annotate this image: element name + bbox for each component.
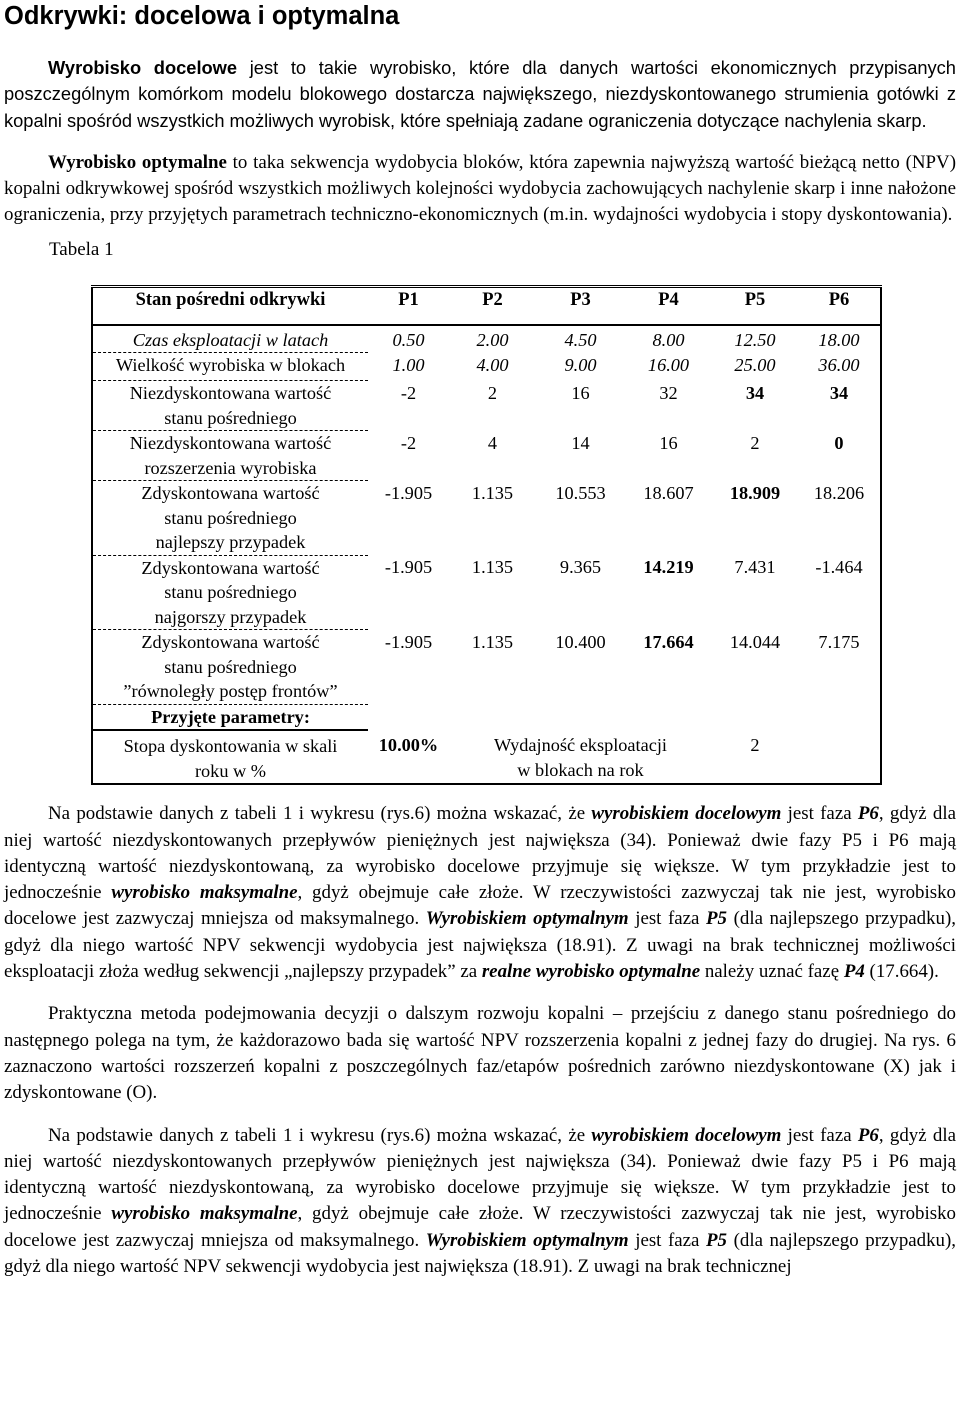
table-row <box>92 431 881 481</box>
table-cell: 34 <box>745 382 765 403</box>
table-cell: 9.00 <box>564 354 597 375</box>
paragraph-analysis <box>4 801 956 985</box>
page-title: Odkrywki: docelowa i optymalna <box>4 2 400 30</box>
header-cell: P3 <box>536 286 625 325</box>
table-header-row <box>92 286 881 325</box>
table-cell: 4.00 <box>476 354 509 375</box>
table-cell: 18.00 <box>798 325 881 353</box>
table-cell: -1.905 <box>384 631 433 652</box>
table-cell: 16 <box>659 432 678 453</box>
table-row <box>92 381 881 431</box>
row-label <box>92 431 368 481</box>
header-cell: P2 <box>449 286 536 325</box>
paragraph-text: jest to takie wyrobisko, które dla danych wartości ekonomicznych przypisanych poszczególnym komórkom modelu blokowego dostarcza największego, niezdyskontowanego strumienia gotówki z kopalni spośród wszystkich możliwych wyrobisk, które spełniają zadane ograniczenia dotyczące nachylenia skarp. <box>4 57 956 131</box>
row-label-line: Zdyskontowana wartość <box>141 632 320 653</box>
paragraph-analysis-repeat <box>4 1123 956 1281</box>
emphasis: P6 <box>857 803 879 825</box>
table-cell: 2.00 <box>476 330 509 351</box>
params-header: Przyjęte parametry: <box>92 704 368 730</box>
row-label-line: Niezdyskontowana wartość <box>129 383 332 404</box>
paragraph-method: Praktyczna metoda podejmowania decyzji o dalszym rozwoju kopalni – przejściu z danego stanu pośredniego do następnego polega na tym, że każdorazowo bada się wartość NPV rozszerzenia kopalni z jednej fazy do drugiej. Na rys. 6 zaznaczono wartości rozszerzeń kopalni z poszczególnych faz/etapów pośrednich zarówno niezdyskontowane (X) jak i zdyskontowane (O). <box>4 1003 956 1104</box>
table-cell: 18.206 <box>798 481 881 556</box>
table-cell: 14.219 <box>643 557 694 578</box>
term-optimal-pit: Wyrobisko optymalne <box>48 151 227 173</box>
table-cell: 1.00 <box>392 354 425 375</box>
table-row-params <box>92 730 881 784</box>
table-cell: 4.50 <box>564 330 597 351</box>
table-cell: -2 <box>400 382 417 403</box>
row-label-line: Niezdyskontowana wartość <box>129 433 332 454</box>
table-cell: 2 <box>712 730 798 784</box>
emphasis: wyrobisko maksymalne <box>111 882 298 904</box>
table-row <box>92 353 881 381</box>
table-cell <box>449 730 712 784</box>
table-cell: 18.909 <box>729 482 781 503</box>
row-label-line: stanu pośredniego <box>164 582 297 603</box>
paragraph-target-pit <box>4 55 956 134</box>
row-label-line: najlepszy przypadek <box>155 532 306 553</box>
paragraph-text: jest faza <box>628 908 707 930</box>
row-label-line: w blokach na rok <box>517 759 644 780</box>
table-cell: 16 <box>571 382 590 403</box>
table-row <box>92 630 881 705</box>
table-cell: 25.00 <box>734 354 776 375</box>
term-target-pit: Wyrobisko docelowe <box>48 57 238 78</box>
row-label-line: rozszerzenia wyrobiska <box>144 457 317 478</box>
row-label <box>92 381 368 431</box>
row-label-line: Wydajność eksploatacji <box>493 735 668 756</box>
table-row <box>92 555 881 630</box>
table-cell: -1.905 <box>384 557 433 578</box>
table-cell: 0 <box>798 431 881 481</box>
table-cell: 9.365 <box>559 557 602 578</box>
paragraph-text: jest faza <box>781 803 858 825</box>
row-label: Czas eksploatacji w latach <box>92 325 368 353</box>
row-label <box>92 730 368 784</box>
table-cell: 10.00% <box>368 730 449 784</box>
table-cell: 10.553 <box>555 482 606 503</box>
row-label-line: Zdyskontowana wartość <box>141 557 320 578</box>
emphasis: Wyrobiskiem optymalnym <box>425 908 629 930</box>
row-label <box>92 481 368 556</box>
row-label-line: Stopa dyskontowania w skali <box>123 736 338 757</box>
paragraph-text: jest faza <box>781 1124 858 1146</box>
table-cell: 0.50 <box>392 330 425 351</box>
paragraph-text: , gdyż dla niej wartość niezdyskontowanych przepływów pieniężnych jest największa (34). Ponieważ dwie fazy P5 i P6 mają identyczną wartość niezdyskontowaną, za wyrobisko docelowe przyjmuje się większe. W tym przykładzie jest to jednocześnie <box>4 803 956 904</box>
row-label-line: stanu pośredniego <box>164 656 297 677</box>
table-cell: 16.00 <box>647 354 690 375</box>
row-label-line: ”równoległy postęp frontów” <box>123 681 338 702</box>
table-cell: 36.00 <box>798 353 881 381</box>
table-row <box>92 481 881 556</box>
table-cell: 1.135 <box>471 482 514 503</box>
row-label <box>92 630 368 705</box>
paragraph-text: należy uznać fazę <box>700 961 844 983</box>
data-table <box>91 285 882 786</box>
table-cell: -1.905 <box>384 482 433 503</box>
row-label-line: roku w % <box>194 760 267 781</box>
table-cell: 32 <box>659 382 678 403</box>
emphasis: P5 <box>706 908 728 930</box>
paragraph-text: (dla najlepszego przypadku), gdyż dla niego wartość NPV sekwencji wydobycia jest największa (18.91). Z uwagi na brak technicznej możliwości eksploatacji złoża według sekwencji „najlepszy przypadek” za <box>4 908 957 983</box>
row-label: Wielkość wyrobiska w blokach <box>92 353 368 381</box>
emphasis: wyrobiskiem docelowym <box>591 1124 782 1146</box>
paragraph-text: , gdyż dla niej wartość niezdyskontowanych przepływów pieniężnych jest największa (34). Ponieważ dwie fazy P5 i P6 mają identyczną wartość niezdyskontowaną, za wyrobisko docelowe przyjmuje się większe. W tym przykładzie jest to jednocześnie <box>4 1124 956 1225</box>
table-cell: 17.664 <box>643 631 694 652</box>
emphasis: wyrobisko maksymalne <box>111 1203 298 1225</box>
table-cell: -1.464 <box>798 555 881 630</box>
header-cell: P6 <box>798 286 881 325</box>
emphasis: Wyrobiskiem optymalnym <box>425 1229 629 1251</box>
table-cell: 14 <box>571 432 590 453</box>
table-cell: 1.135 <box>471 631 514 652</box>
header-cell: P1 <box>368 286 449 325</box>
emphasis: P6 <box>857 1124 879 1146</box>
table-row-params-header <box>92 704 881 730</box>
paragraph-text: (17.664). <box>864 961 939 983</box>
paragraph-optimal-pit <box>4 150 956 229</box>
table-cell: 14.044 <box>729 631 781 652</box>
paragraph-text: to taka sekwencja wydobycia bloków, która zapewnia najwyższą wartość bieżącą netto (NPV) kopalni odkrywkowej spośród wszystkich możliwych kolejności wydobycia zachowujących nachylenie skarp i inne nałożone ograniczenia, przy przyjętych parametrach techniczno-ekonomicznych (m.in. wydajności wydobycia i stopy dyskontowania). <box>4 151 956 226</box>
paragraph-text: Na podstawie danych z tabeli 1 i wykresu (rys.6) można wskazać, że <box>48 803 592 825</box>
row-label-line: stanu pośredniego <box>164 407 297 428</box>
paragraph-text: jest faza <box>628 1229 707 1251</box>
table-cell: 4 <box>487 432 498 453</box>
table-cell: 7.431 <box>734 557 776 578</box>
row-label-line: stanu pośredniego <box>164 507 297 528</box>
emphasis: wyrobiskiem docelowym <box>591 803 782 825</box>
paragraph-text: (dla najlepszego przypadku), gdyż dla niego wartość NPV sekwencji wydobycia jest największa (18.91). Z uwagi na brak technicznej <box>4 1229 957 1278</box>
emphasis: realne wyrobisko optymalne <box>481 961 701 983</box>
table-cell: 1.135 <box>471 557 514 578</box>
paragraph-text: Na podstawie danych z tabeli 1 i wykresu (rys.6) można wskazać, że <box>48 1124 592 1146</box>
row-label <box>92 555 368 630</box>
table-cell: 2 <box>750 432 760 453</box>
table-cell: 7.175 <box>798 630 881 705</box>
row-label-line: Zdyskontowana wartość <box>141 483 320 504</box>
paragraph-text: , gdyż obejmuje całe złoże. W rzeczywistości zazwyczaj tak nie jest, wyrobisko docelowe jest zazwyczaj mniejsza od maksymalnego. <box>4 1203 956 1251</box>
table-cell: 18.607 <box>643 482 694 503</box>
header-cell: P5 <box>712 286 798 325</box>
table-cell: -2 <box>400 432 417 453</box>
emphasis: P4 <box>843 961 865 983</box>
table-cell: 10.400 <box>555 631 606 652</box>
header-cell: P4 <box>625 286 712 325</box>
table-cell: 2 <box>487 382 498 403</box>
table-label: Tabela 1 <box>49 238 114 260</box>
row-label-line: najgorszy przypadek <box>154 606 307 627</box>
table-cell: 12.50 <box>734 330 776 351</box>
emphasis: P5 <box>706 1229 728 1251</box>
table-cell: 34 <box>798 381 881 431</box>
header-cell: Stan pośredni odkrywki <box>92 286 368 325</box>
paragraph-text: , gdyż obejmuje całe złoże. W rzeczywistości zazwyczaj tak nie jest, wyrobisko docelowe jest zazwyczaj mniejsza od maksymalnego. <box>4 882 956 930</box>
table-row <box>92 325 881 353</box>
table-cell: 8.00 <box>652 330 685 351</box>
